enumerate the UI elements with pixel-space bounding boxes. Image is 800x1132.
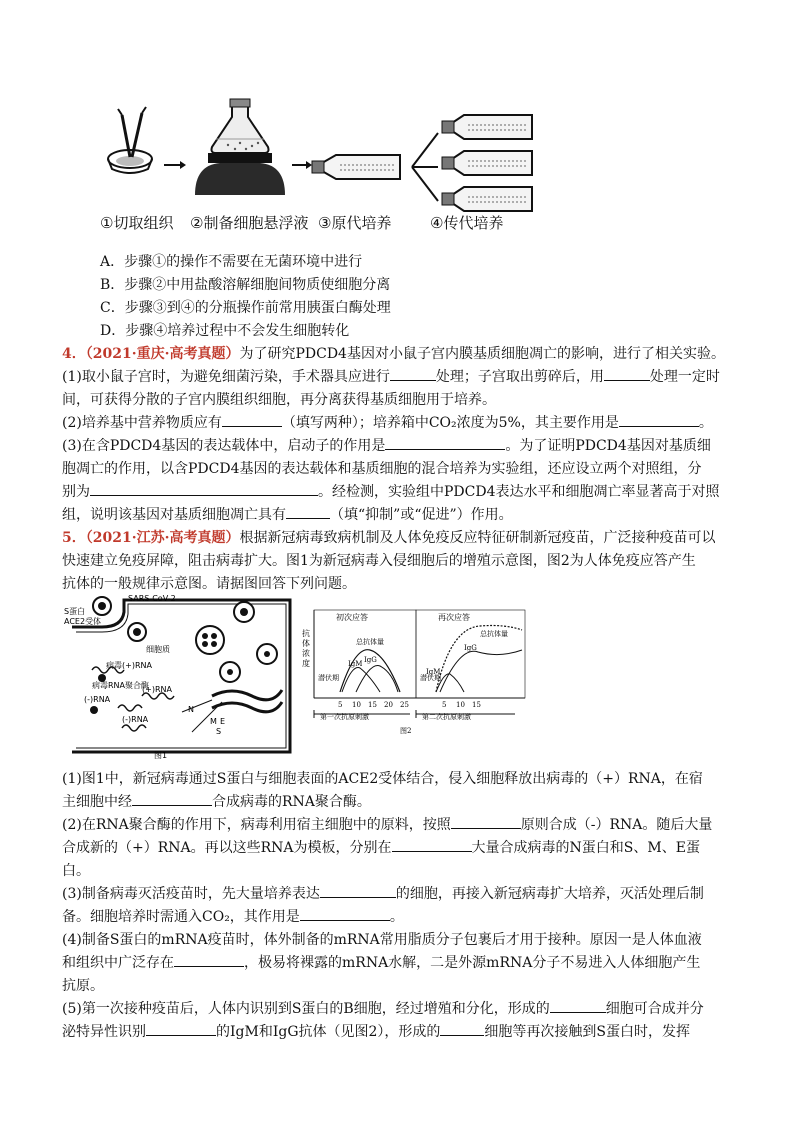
q5-part1-cont xyxy=(62,791,742,813)
answer-blank[interactable] xyxy=(604,366,650,381)
q4-part2 xyxy=(62,412,742,434)
fig1-label: (+)RNA xyxy=(142,685,172,694)
fig1-label: 病毒RNA聚合酶 xyxy=(92,681,150,690)
dish-scissors-icon xyxy=(108,107,152,173)
step-caption: ②制备细胞悬浮液 xyxy=(190,214,309,232)
text: 的细胞，再接入新冠病毒扩大培养，灭活处理后制 xyxy=(395,886,704,902)
total-antibody-label: 总抗体量 xyxy=(480,630,508,638)
q5-part4: (4)制备S蛋白的mRNA疫苗时，体外制备的mRNA常用脂质分子包裹后才用于接种。原因一是人体血液 xyxy=(62,932,702,948)
text: （填“抑制”或“促进”）作用。 xyxy=(330,507,513,523)
fig1-label: (-)RNA xyxy=(122,715,149,724)
text: 合成病毒的RNA聚合酶。 xyxy=(212,794,371,810)
virus-icon xyxy=(93,597,111,615)
fig2-caption: 图2 xyxy=(400,727,412,735)
fig1-label: 细胞质 xyxy=(146,645,170,654)
text: 。 xyxy=(389,909,404,925)
q4-part3-cont2 xyxy=(62,481,742,503)
igm-label: IgM xyxy=(348,660,363,668)
vesicle-icon xyxy=(220,662,240,682)
text: 细胞等再次接触到S蛋白时，发挥 xyxy=(484,1024,691,1040)
fig1-label: ACE2受体 xyxy=(64,617,102,626)
q4-part3-cont: 胞凋亡的作用，以含PDCD4基因的表达载体和基质细胞的混合培养为实验组，还应设立两个对照组，分 xyxy=(62,461,702,477)
q5-number: 5． xyxy=(62,530,86,546)
fig1-label: N xyxy=(188,705,194,714)
q5-intro-cont2: 抗体的一般规律示意图。请据图回答下列问题。 xyxy=(62,576,356,592)
total-antibody-label: 总抗体量 xyxy=(356,638,384,646)
fig1-label: E xyxy=(220,717,226,726)
culture-flask-icon xyxy=(312,155,400,179)
text: (5)第一次接种疫苗后，人体内识别到S蛋白的B细胞，经过增殖和分化，形成的 xyxy=(62,1001,550,1017)
igg-label: IgG xyxy=(464,644,477,652)
step-caption: ①切取组织 xyxy=(100,214,174,232)
text: 处理一定时 xyxy=(649,369,720,385)
q4-number: 4． xyxy=(62,346,86,362)
flask-stirrer-icon xyxy=(195,99,285,195)
x-tick-label: 25 xyxy=(400,701,409,709)
q5-part1: (1)图1中，新冠病毒通过S蛋白与细胞表面的ACE2受体结合，侵入细胞释放出病毒的（+）RNA，在宿 xyxy=(62,771,703,787)
y-axis-label: 浓 xyxy=(302,649,310,658)
q5-part2-cont2: 白。 xyxy=(62,863,90,879)
answer-blank[interactable] xyxy=(451,814,521,829)
answer-blank[interactable] xyxy=(440,1021,484,1036)
igm-label: IgM xyxy=(426,668,441,676)
y-axis-label: 度 xyxy=(302,659,310,668)
q5-part3-cont xyxy=(62,906,742,928)
x-tick-label: 15 xyxy=(368,701,377,709)
q5-part3 xyxy=(62,883,742,905)
latent-label: 潜伏期 xyxy=(318,674,339,682)
secondary-response-label: 再次应答 xyxy=(438,613,470,622)
q5-intro-text: 根据新冠病毒致病机制及人体免疫反应特征研制新冠疫苗，广泛接种疫苗可以 xyxy=(239,530,716,546)
text: 主细胞中经 xyxy=(62,794,132,810)
text: （填写两种）；培养箱中CO₂浓度为5%，其主要作用是 xyxy=(281,415,619,431)
text: 原则合成（-）RNA。随后大量 xyxy=(520,817,713,833)
fig1-label: S xyxy=(216,727,222,736)
primary-response-label: 初次应答 xyxy=(336,613,368,622)
latent-label: 潜伏期 xyxy=(420,674,441,682)
virus-replication-figure xyxy=(62,592,302,760)
answer-blank[interactable] xyxy=(385,435,505,450)
igg-curve-2 xyxy=(440,650,522,692)
fig1-label: SARS-CoV-2 xyxy=(128,594,176,603)
q4-part1 xyxy=(62,366,742,388)
q5-part5-cont xyxy=(62,1021,742,1043)
virus-icon xyxy=(234,602,254,622)
q5-part2 xyxy=(62,814,742,836)
q5-part5 xyxy=(62,998,742,1020)
q5-intro-cont: 快速建立免疫屏障，阻击病毒扩大。图1为新冠病毒入侵细胞后的增殖示意图，图2为人体免疫应答产生 xyxy=(62,553,696,569)
answer-blank[interactable] xyxy=(174,952,244,967)
q5-part4-cont2: 抗原。 xyxy=(62,978,104,994)
q5-part2-cont xyxy=(62,837,742,859)
answer-blank[interactable] xyxy=(550,998,606,1013)
text: (2)在RNA聚合酶的作用下，病毒利用宿主细胞中的原料，按照 xyxy=(62,817,451,833)
fig1-caption: 图1 xyxy=(154,751,168,760)
answer-blank[interactable] xyxy=(90,481,318,496)
text: (1)取小鼠子宫时，为避免细菌污染，手术器具应进行 xyxy=(62,369,390,385)
text: 泌特异性识别 xyxy=(62,1024,146,1040)
text: 。 xyxy=(698,415,713,431)
q4-part3 xyxy=(62,435,742,457)
fig1-label: 病毒(+)RNA xyxy=(106,661,152,670)
subculture-flask-icon xyxy=(442,151,532,175)
text: ，极易将裸露的mRNA水解，二是外源mRNA分子不易进入人体细胞产生 xyxy=(244,955,701,971)
answer-blank[interactable] xyxy=(222,412,282,427)
step-caption: ④传代培养 xyxy=(430,214,504,232)
first-stimulus-label: 第一次抗原刺激 xyxy=(320,713,369,721)
text: 和组织中广泛存在 xyxy=(62,955,174,971)
text: 。经检测，实验组中PDCD4表达水平和细胞凋亡率显著高于对照 xyxy=(318,484,720,500)
option-b: B．步骤②中用盐酸溶解细胞间物质使细胞分离 xyxy=(100,277,391,293)
q4-source: （2021·重庆·高考真题） xyxy=(85,346,240,362)
text: 备。细胞培养时需通入CO₂，其作用是 xyxy=(62,909,300,925)
answer-blank[interactable] xyxy=(300,906,390,921)
fig1-label: M xyxy=(210,717,217,726)
igg-label: IgG xyxy=(364,656,377,664)
text: 细胞可合成并分 xyxy=(605,1001,704,1017)
x-tick-label: 15 xyxy=(472,701,481,709)
second-stimulus-label: 第二次抗原刺激 xyxy=(422,713,471,721)
step-caption: ③原代培养 xyxy=(318,214,392,232)
q4-part1-cont: 间，可获得分散的子宫内膜组织细胞，再分离获得基质细胞用于培养。 xyxy=(62,392,496,408)
text: 别为 xyxy=(62,484,90,500)
text: (3)在含PDCD4基因的表达载体中，启动子的作用是 xyxy=(62,438,386,454)
q5-part4-cont xyxy=(62,952,742,974)
subculture-flask-icon xyxy=(442,115,532,139)
x-tick-label: 20 xyxy=(384,701,393,709)
text: 组，说明该基因对基质细胞凋亡具有 xyxy=(62,507,286,523)
vesicle-icon xyxy=(196,626,224,654)
text: (3)制备病毒灭活疫苗时，先大量培养表达 xyxy=(62,886,320,902)
total-antibody-curve-2 xyxy=(436,626,522,693)
answer-blank[interactable] xyxy=(132,791,212,806)
option-c: C．步骤③到④的分瓶操作前常用胰蛋白酶处理 xyxy=(100,300,391,316)
q4-part3-cont3 xyxy=(62,504,742,526)
text: 。为了证明PDCD4基因对基质细 xyxy=(505,438,711,454)
virus-icon xyxy=(128,623,146,641)
y-axis-label: 抗 xyxy=(302,629,310,638)
x-tick-label: 10 xyxy=(352,701,361,709)
vesicle-icon xyxy=(257,644,277,664)
antibody-response-chart xyxy=(300,606,530,736)
answer-blank[interactable] xyxy=(390,366,436,381)
fig1-label: S蛋白 xyxy=(64,607,86,616)
text: 合成新的（+）RNA。再以这些RNA为模板，分别在 xyxy=(62,840,392,856)
text: 的IgM和IgG抗体（见图2），形成的 xyxy=(216,1024,441,1040)
y-axis-label: 体 xyxy=(302,639,310,648)
q4-intro-text: 为了研究PDCD4基因对小鼠子宫内膜基质细胞凋亡的影响，进行了相关实验。 xyxy=(239,346,725,362)
text: 大量合成病毒的N蛋白和S、M、E蛋 xyxy=(471,840,700,856)
text: (2)培养基中营养物质应有 xyxy=(62,415,222,431)
text: 处理；子宫取出剪碎后，用 xyxy=(435,369,604,385)
answer-blank[interactable] xyxy=(320,883,396,898)
q5-source: （2021·江苏·高考真题） xyxy=(85,530,240,546)
answer-blank[interactable] xyxy=(392,837,472,852)
q5-intro xyxy=(62,527,742,549)
x-tick-label: 5 xyxy=(338,701,343,709)
answer-blank[interactable] xyxy=(286,504,330,519)
subculture-flask-icon xyxy=(442,187,532,211)
answer-blank[interactable] xyxy=(619,412,699,427)
x-tick-label: 10 xyxy=(456,701,465,709)
q4-intro xyxy=(62,343,742,365)
answer-blank[interactable] xyxy=(146,1021,216,1036)
option-a: A．步骤①的操作不需要在无菌环境中进行 xyxy=(100,254,363,270)
fig1-label: (-)RNA xyxy=(84,695,111,704)
x-tick-label: 5 xyxy=(442,701,447,709)
option-d: D．步骤④培养过程中不会发生细胞转化 xyxy=(100,323,350,339)
